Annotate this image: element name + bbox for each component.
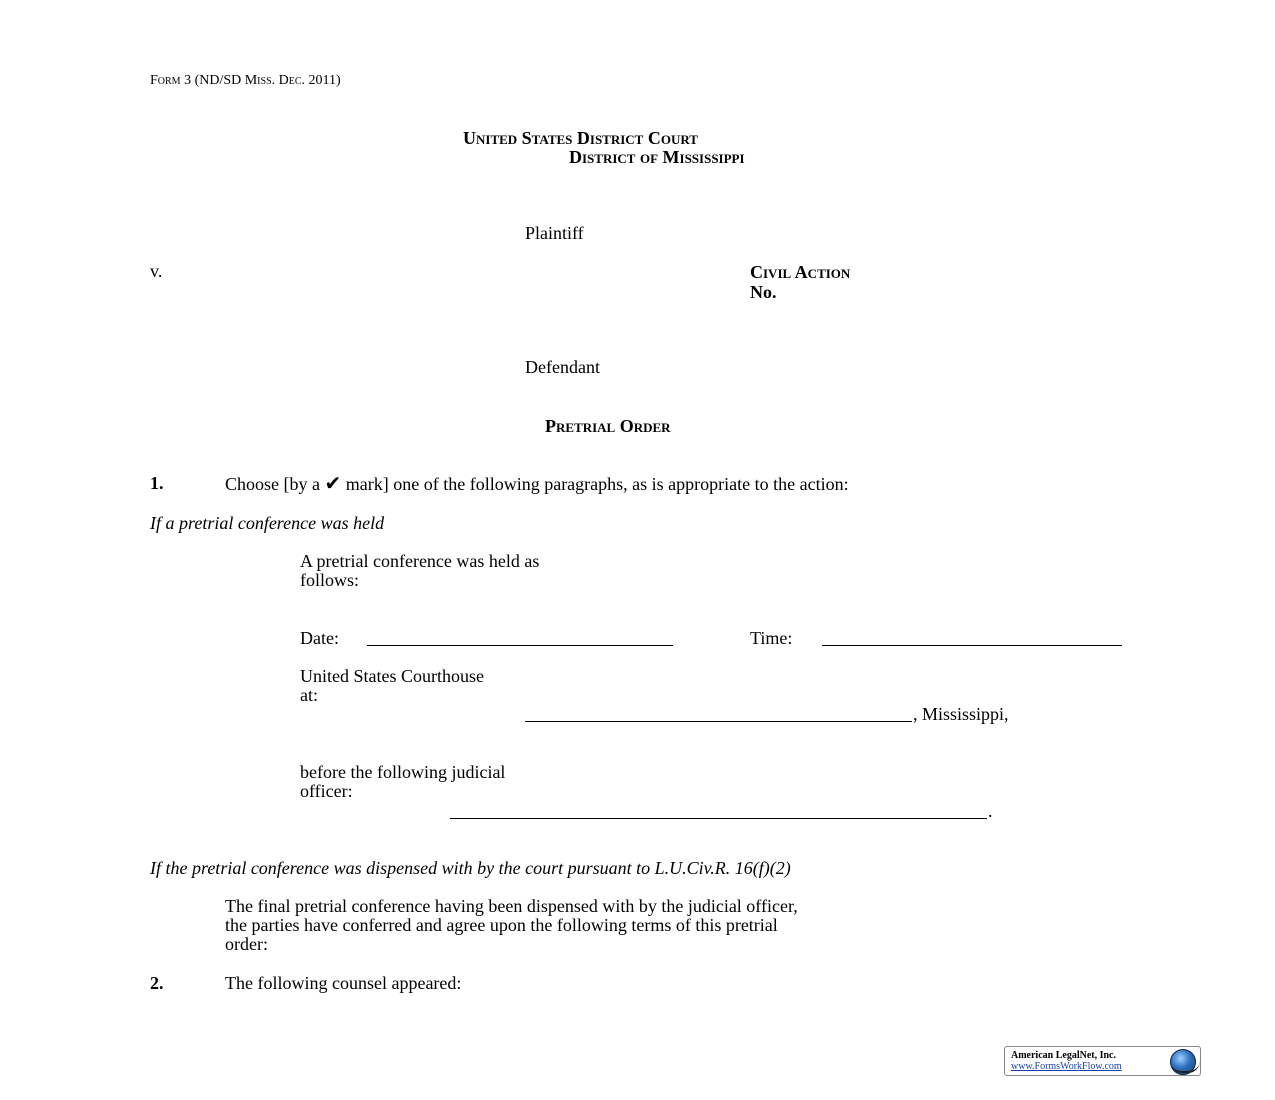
dispensed-heading: If the pretrial conference was dispensed with by the court pursuant to L.U.Civ.R. 16(f)(2) — [150, 858, 791, 878]
held-intro-line-2: follows: — [300, 570, 360, 590]
date-blank[interactable] — [367, 645, 673, 646]
location-suffix: , Mississippi, — [913, 704, 1009, 724]
document-title: Pretrial Order — [545, 416, 671, 436]
instruction-text-start: Choose [by a — [225, 474, 320, 494]
time-blank[interactable] — [822, 645, 1122, 646]
date-label: Date: — [300, 628, 339, 648]
defendant-label: Defendant — [525, 357, 600, 377]
court-name: United States District Court — [463, 128, 698, 148]
section-1-instruction — [225, 471, 849, 495]
civil-action-number-label: No. — [750, 282, 777, 302]
courthouse-line-1: United States Courthouse — [300, 666, 484, 686]
section-2-text: The following counsel appeared: — [225, 973, 462, 993]
dispensed-line-2: the parties have conferred and agree upon the following terms of this pretrial — [225, 915, 778, 935]
officer-line-1: before the following judicial — [300, 762, 506, 782]
publisher-url[interactable]: www.FormsWorkFlow.com — [1011, 1061, 1122, 1072]
plaintiff-label: Plaintiff — [525, 223, 584, 243]
publisher-name: American LegalNet, Inc. — [1011, 1050, 1116, 1061]
time-label: Time: — [750, 628, 793, 648]
district-name: District of Mississippi — [569, 147, 745, 167]
form-label: Form 3 (ND/SD Miss. Dec. 2011) — [150, 73, 341, 88]
section-1-number: 1. — [150, 473, 164, 493]
section-2-number: 2. — [150, 973, 164, 993]
officer-suffix: . — [988, 801, 993, 821]
instruction-text-end: mark] one of the following paragraphs, as is appropriate to the action: — [345, 474, 849, 494]
publisher-logo[interactable] — [1004, 1046, 1201, 1076]
courthouse-location-blank[interactable] — [525, 721, 912, 722]
held-intro-line-1: A pretrial conference was held as — [300, 551, 540, 571]
checkmark-icon: ✔ — [324, 471, 342, 495]
dispensed-line-3: order: — [225, 934, 268, 954]
dispensed-line-1: The final pretrial conference having been dispensed with by the judicial officer, — [225, 896, 798, 916]
courthouse-line-2: at: — [300, 685, 318, 705]
judicial-officer-blank[interactable] — [450, 818, 987, 819]
versus-label: v. — [150, 261, 163, 281]
officer-line-2: officer: — [300, 781, 353, 801]
civil-action-label: Civil Action — [750, 262, 851, 282]
held-heading: If a pretrial conference was held — [150, 513, 385, 533]
